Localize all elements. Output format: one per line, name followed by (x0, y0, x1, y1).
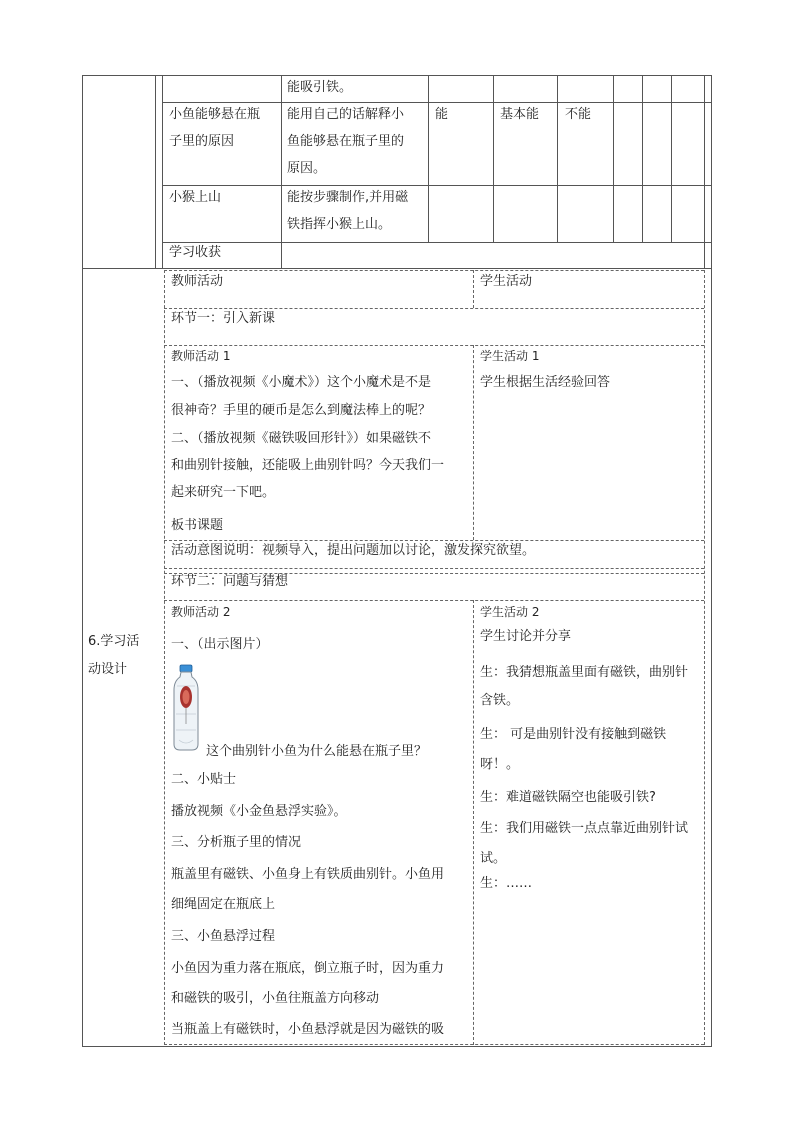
row2-level-can: 能 (435, 107, 449, 122)
student2-s2-line1: 生： 可是曲别针没有接触到磁铁 (480, 727, 667, 742)
teacher1-line3: 二、（播放视频《磁铁吸回形针》）如果磁铁不 (171, 431, 432, 446)
teacher2-item3: 三、分析瓶子里的情况 (171, 835, 302, 850)
student1-title: 学生活动 1 (480, 349, 540, 363)
header-teacher-activity: 教师活动 (171, 274, 224, 289)
teacher2-question: 这个曲别针小鱼为什么能悬在瓶子里？ (206, 744, 428, 759)
teacher2-video: 播放视频《小金鱼悬浮实验》。 (171, 804, 347, 819)
teacher2-process-line2: 和磁铁的吸引，小鱼往瓶盖方向移动 (171, 991, 380, 1006)
teacher2-item4: 三、小鱼悬浮过程 (171, 929, 276, 944)
row3-criterion-line1: 能按步骤制作,并用磁 (287, 190, 409, 205)
student2-s1-line2: 含铁。 (480, 693, 520, 708)
student2-s4-line1: 生：我们用磁铁一点点靠近曲别针试 (480, 821, 689, 836)
student2-s3: 生：难道磁铁隔空也能吸引铁? (480, 790, 656, 805)
row2-criterion-line3: 原因。 (287, 161, 327, 176)
water-bottle-image (171, 664, 201, 752)
teacher2-title: 教师活动 2 (171, 605, 231, 619)
teacher2-process-line3: 当瓶盖上有磁铁时，小鱼悬浮就是因为磁铁的吸 (171, 1022, 445, 1037)
student2-s2-line2: 呀！。 (480, 757, 520, 772)
header-student-activity: 学生活动 (480, 274, 533, 289)
student2-s5: 生：…… (480, 876, 533, 891)
stage2-title: 环节二：问题与猜想 (171, 574, 289, 589)
teacher1-board-title: 板书课题 (171, 518, 224, 533)
section-label-line1: 6.学习活 (88, 634, 140, 649)
row2-level-mostly: 基本能 (500, 107, 540, 122)
activity-intent: 活动意图说明：视频导入，提出问题加以讨论，激发探究欲望。 (171, 543, 536, 558)
student1-text: 学生根据生活经验回答 (480, 375, 611, 390)
section-label-line2: 动设计 (88, 662, 128, 677)
row2-task-line2: 子里的原因 (169, 134, 235, 149)
teacher1-line5: 起来研究一下吧。 (171, 485, 276, 500)
teacher1-title: 教师活动 1 (171, 349, 231, 363)
teacher2-analysis-line2: 细绳固定在瓶底上 (171, 897, 276, 912)
row2-criterion-line1: 能用自己的话解释小 (287, 107, 405, 122)
row3-task: 小猴上山 (169, 190, 222, 205)
row2-level-cannot: 不能 (565, 107, 592, 122)
row1-criterion: 能吸引铁。 (287, 80, 353, 95)
student2-title: 学生活动 2 (480, 605, 540, 619)
student2-s4-line2: 试。 (480, 851, 507, 866)
row2-task-line1: 小鱼能够悬在瓶 (169, 107, 261, 122)
stage1-title: 环节一：引入新课 (171, 311, 276, 326)
teacher1-line4: 和曲别针接触，还能吸上曲别针吗？今天我们一 (171, 458, 445, 473)
teacher2-item1: 一、（出示图片） (171, 637, 269, 652)
row3-criterion-line2: 铁指挥小猴上山。 (287, 217, 392, 232)
row4-learning-gains: 学习收获 (169, 245, 222, 260)
teacher2-item2: 二、小贴士 (171, 772, 237, 787)
student2-s1-line1: 生：我猜想瓶盖里面有磁铁，曲别针 (480, 665, 689, 680)
teacher1-line2: 很神奇？手里的硬币是怎么到魔法棒上的呢？ (171, 403, 432, 418)
student2-discuss: 学生讨论并分享 (480, 629, 572, 644)
row2-criterion-line2: 鱼能够悬在瓶子里的 (287, 134, 405, 149)
teacher2-analysis-line1: 瓶盖里有磁铁、小鱼身上有铁质曲别针。小鱼用 (171, 867, 445, 882)
teacher1-line1: 一、（播放视频《小魔术》）这个小魔术是不是 (171, 375, 432, 390)
teacher2-process-line1: 小鱼因为重力落在瓶底，倒立瓶子时，因为重力 (171, 961, 445, 976)
